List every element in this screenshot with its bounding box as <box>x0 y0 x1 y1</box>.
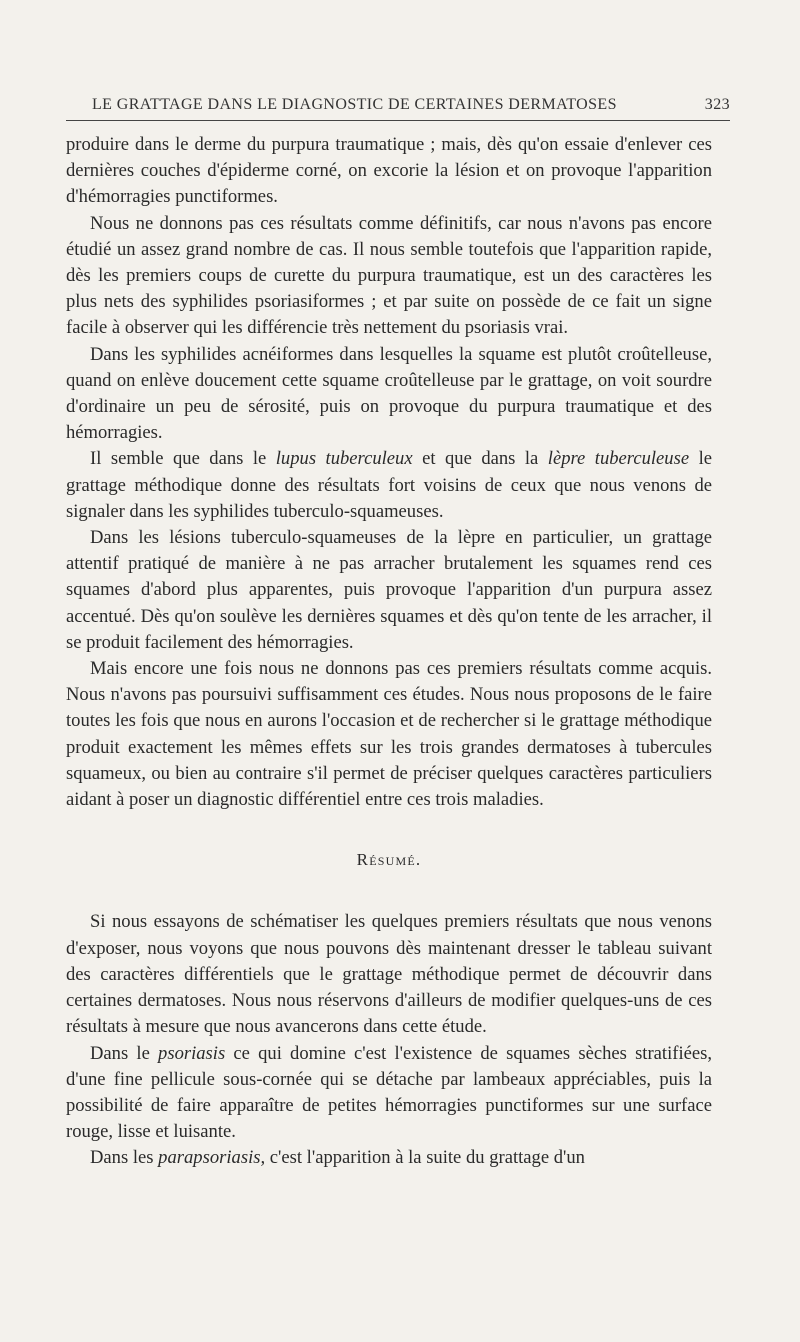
paragraph <box>66 1041 712 1146</box>
text-run: c'est l'apparition à la suite du grattage d'un <box>265 1147 585 1169</box>
italic-term: lupus tuberculeux <box>275 448 413 470</box>
italic-term: lèpre tuberculeuse <box>547 448 690 470</box>
section-title: Résumé. <box>356 850 422 870</box>
text-run: Dans les <box>90 1147 159 1169</box>
page-number: 323 <box>704 96 730 113</box>
running-title: LE GRATTAGE DANS LE DIAGNOSTIC DE CERTAINES DERMATOSES <box>92 96 617 113</box>
paragraph: Dans les syphilides acnéiformes dans lesquelles la squame est plutôt croûtelleuse, quand on enlève doucement cette squame croûtelleuse par le grattage, on voit sourdre d'ordinaire un peu de sérosité, puis on provoque du purpura traumatique et des hémorragies. <box>66 343 712 444</box>
text-run: et que dans la <box>412 448 548 470</box>
paragraph: Nous ne donnons pas ces résultats comme définitifs, car nous n'avons pas encore étudié un assez grand nombre de cas. Il nous semble toutefois que l'apparition rapide, dès les premiers coups de curette du purpura traumatique, est un des caractères les plus nets des syphilides psoriasiformes ; et par suite on possède de ce fait un signe facile à observer qui les différencie très nettement du psoriasis vrai. <box>66 212 712 339</box>
body-text <box>66 132 712 1172</box>
paragraph <box>66 1145 712 1171</box>
italic-term: parapsoriasis, <box>158 1147 266 1169</box>
text-run: Dans le <box>90 1042 159 1064</box>
text-run: le grattage méthodique donne des résultats fort voisins de ceux que nous venons de signaler dans les syphilides tuberculo-squameuses. <box>66 448 712 522</box>
paragraph: Si nous essayons de schématiser les quelques premiers résultats que nous venons d'exposer, nous voyons que nous pouvons dès maintenant dresser le tableau suivant des caractères différentiels que le grattage méthodique permet de découvrir dans certaines dermatoses. Nous nous réservons d'ailleurs de modifier quelques-uns de ces résultats à mesure que nous avancerons dans cette étude. <box>66 911 712 1038</box>
paragraph <box>66 446 712 525</box>
text-run: ce qui domine c'est l'existence de squames sèches stratifiées, d'une fine pellicule sous-cornée qui se détache par lambeaux appréciables, puis la possibilité de faire apparaître de petites hémorragies punctiformes sur une surface rouge, lisse et luisante. <box>66 1042 712 1143</box>
italic-term: psoriasis <box>158 1042 226 1064</box>
header-rule <box>66 120 730 121</box>
running-head <box>92 84 730 114</box>
text-run: Il semble que dans le <box>90 448 276 470</box>
paragraph: Mais encore une fois nous ne donnons pas ces premiers résultats comme acquis. Nous n'avons pas poursuivi suffisamment ces études. Nous nous proposons de le faire toutes les fois que nous en aurons l'occasion et de rechercher si le grattage méthodique produit exactement les mêmes effets sur les trois grandes dermatoses à tubercules squameux, ou bien au contraire s'il permet de préciser quelques caractères particuliers aidant à poser un diagnostic différentiel entre ces trois maladies. <box>66 658 712 811</box>
paragraph: produire dans le derme du purpura traumatique ; mais, dès qu'on essaie d'enlever ces dernières couches d'épiderme corné, on excorie la lésion et on provoque l'apparition d'hémorragies punctiformes. <box>66 134 712 208</box>
paragraph: Dans les lésions tuberculo-squameuses de la lèpre en particulier, un grattage attentif pratiqué de manière à ne pas arracher brutalement les squames rend ces squames d'abord plus apparentes, puis provoque l'apparition d'un purpura assez accentué. Dès qu'on soulève les dernières squames et dès qu'on tente de les arracher, il se produit facilement des hémorragies. <box>66 527 712 653</box>
